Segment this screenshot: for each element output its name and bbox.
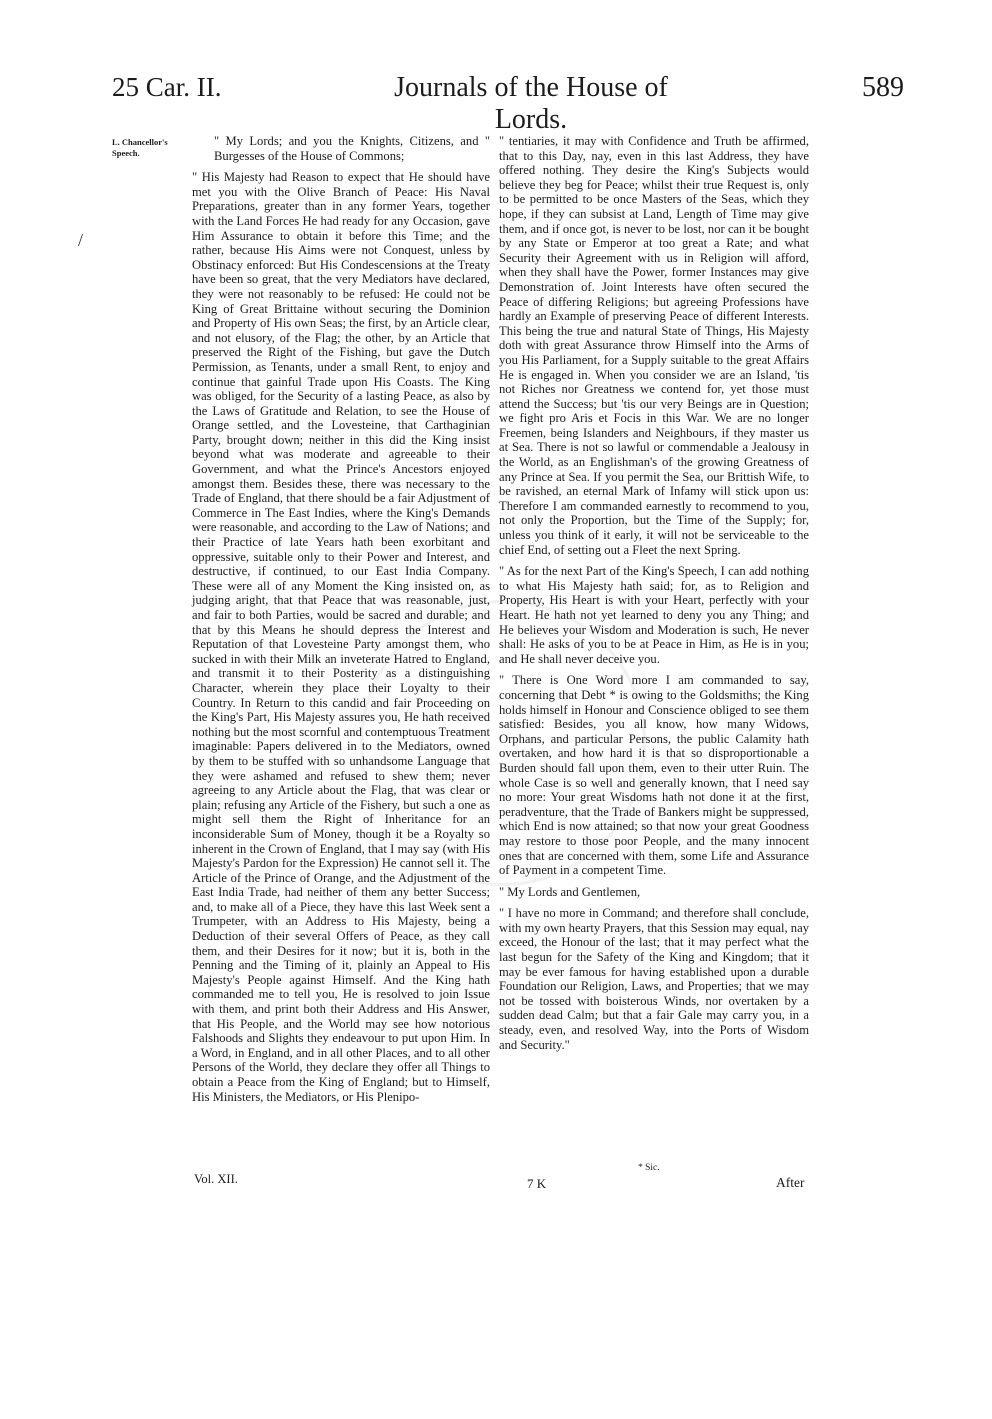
signature-mark: 7 K xyxy=(527,1176,547,1191)
left-paragraph-2: " His Majesty had Reason to expect that He should have met you with the Olive Branch of Peace: His Naval Preparations, greater than in any former Years, together with the Land Forces He had ready for any Occasion, gave Him Assurance to obtain it before this Time; and the rather, because His Aims were not Conquest, unless by Obstinacy enforced: But His Condescensions at the Treaty have been so great, that the very Mediators have declared, they were not reasonably to be refused: He could not be King of Great Brittaine without securing the Dominion and Property of His own Seas; the first, by an Article clear, and not elusory, of the Flag; the other, by an Article that preserved the Right of the Fishing, but gave the Dutch Permission, as Tenants, under a small Rent, to enjoy and continue that gainful Trade upon His Coasts. The King was obliged, for the Security of a lasting Peace, as also by the Laws of Gratitude and Relation, to see the House of Orange settled, and the Lovesteine, that Carthaginian Party, brought down; neither in this did the King insist beyond what was moderate and agreeable to their Government, and what the Prince's Ancestors enjoyed amongst them. Besides these, there was necessary to the Trade of England, that there should be a fair Adjustment of Commerce in The East Indies, where the King's Demands were reasonable, and according to the Law of Nations; and their Practice of late Years hath been exorbitant and oppressive, suitable only to their Power and Interest, and destructive, if continued, to our East India Company. These were all of any Moment the King insisted on, as judging aright, that that Peace that was reasonable, just, and fair to both Parties, would be sacred and durable; and that by this Means he should depress the Interest and Reputation of that Lovesteine Party amongst them, who sucked in with their Milk an inveterate Hatred to England, and transmit it to their Posterity as a distinguishing Character, wherein they place their Loyalty to their Country. In Return to this candid and fair Proceeding on the King's Part, His Majesty assures you, He hath received nothing but the most scornful and contemptuous Treatment imaginable: Papers delivered in to the Mediators, owned by them to be stuffed with so unhandsome Language that they were ashamed and refused to shew them; never agreeing to any Article about the Flag, that was clear or plain; refusing any Article of the Fishery, but such a one as might sell them the Right of Inheritance for an inconsiderable Sum of Money, though it be a Royalty so inherent in the Crown of England, that I may say (with His Majesty's Pardon for the Expression) He cannot sell it. The Article of the Prince of Orange, and the Adjustment of the East India Trade, had neither of them any better Success; and, to make all of a Piece, they have this last Week sent a Trumpeter, with an Address to His Majesty, being a Deduction of their several Offers of Peace, as they call them, and their Desires for it now; but it is, both in the Penning and the Timing of it, plainly an Appeal to His Majesty's People against Himself. And the King hath commanded me to tell you, He is resolved to join Issue with them, and print both their Address and His Answer, that His People, and the World may see how notorious Falshoods and Slights they endeavour to put upon Him. In a Word, in England, and in all other Places, and to all other Persons of the World, they declare they offer all Things to obtain a Peace from the King of England; but to Himself, His Ministers, the Mediators, or His Plenipo- xyxy=(192,170,490,1104)
left-paragraph-1: " My Lords; and you the Knights, Citizens, and " Burgesses of the House of Commons; xyxy=(214,134,490,163)
left-column xyxy=(192,134,490,1111)
margin-pen-mark: / xyxy=(78,230,84,250)
margin-note: L. Chancellor's Speech. xyxy=(112,137,168,158)
footnote: * Sic. xyxy=(638,1163,660,1173)
right-paragraph-2: " As for the next Part of the King's Speech, I can add nothing to what His Majesty hath said; for, as to Religion and Property, His Heart is with your Heart, perfectly with your Heart. He hath not yet learned to deny you any Thing; and He believes your Wisdom and Moderation is such, He never shall: He asks of you to be at Peace in Him, as He is in you; and He shall never deceive you. xyxy=(499,564,809,666)
right-paragraph-4: " I have no more in Command; and therefore shall conclude, with my own hearty Prayers, that this Session may equal, nay exceed, the Honour of the last; that it may perfect what the last begun for the Safety of the King and Kingdom; that it may be ever famous for having established upon a durable Foundation our Religion, Laws, and Properties; that we may not be tossed with boisterous Winds, nor overtaken by a sudden dead Calm; but that a fair Gale may carry you, in a steady, even, and resolved Way, into the Ports of Wisdom and Security." xyxy=(499,906,809,1052)
running-title: Journals of the House of Lords. xyxy=(394,72,668,135)
salutation: " My Lords and Gentlemen, xyxy=(499,884,641,899)
page-number: 589 xyxy=(862,72,904,103)
regnal-year: 25 Car. II. xyxy=(112,72,222,102)
right-paragraph-3: " There is One Word more I am commanded to say, concerning that Debt * is owing to the Goldsmiths; the King holds himself in Honour and Conscience obliged to see them satisfied: Besides, you all know, how many Widows, Orphans, and particular Persons, the public Calamity hath overtaken, and how hard it is that so disproportionable a Burden should fall upon them, even to their utter Ruin. The whole Case is so well and generally known, that I need say no more: Your great Wisdoms hath not done it at the first, peradventure, that the Trade of Bankers might be suppressed, which End is now attained; so that now your great Goodness may restore to those poor People, and the many innocent ones that are concerned with them, some Life and Assurance of Payment in a competent Time. xyxy=(499,673,809,878)
page-header xyxy=(112,72,904,135)
catchword: After xyxy=(776,1175,805,1190)
right-column xyxy=(499,134,809,1059)
volume-label: Vol. XII. xyxy=(194,1172,238,1186)
right-paragraph-1: " tentiaries, it may with Confidence and Truth be affirmed, that to this Day, nay, even in this last Address, they have offered nothing. They desire the King's Subjects would believe they beg for Peace; whilst their true Request is, only to be permitted to be once Masters of the Seas, which they hope, if they can subsist at Land, Length of Time may give them, and if once got, is never to be lost, nor can it be bought by any State or Emperor at too great a Rate; and what Security their Agreement with us in Religion will afford, when they shall have the Power, former Instances may give Demonstration of. Joint Interests have often secured the Peace of differing Religions; but agreeing Professions have hardly an Example of preserving Peace of different Interests. This being the true and natural State of Things, His Majesty doth with great Assurance throw Himself into the Arms of you His Parliament, for a Supply suitable to the great Affairs He is engaged in. When you consider we are an Island, 'tis not Riches nor Greatness we contend for, yet those must attend the Success; but 'tis our very Beings are in Question; we fight pro Aris et Focis in this War. We are no longer Freemen, being Islanders and Neighbours, if they master us at Sea. There is not so lawful or commendable a Jealousy in the World, as an Englishman's of the growing Greatness of any Prince at Sea. If you permit the Sea, our Brittish Wife, to be ravished, an eternal Mark of Infamy will stick upon us: Therefore I am commanded earnestly to recommend to you, not only the Proportion, but the Time of the Supply; for, unless you think of it early, it will not be serviceable to the chief End, of setting out a Fleet the next Spring. xyxy=(499,134,809,557)
